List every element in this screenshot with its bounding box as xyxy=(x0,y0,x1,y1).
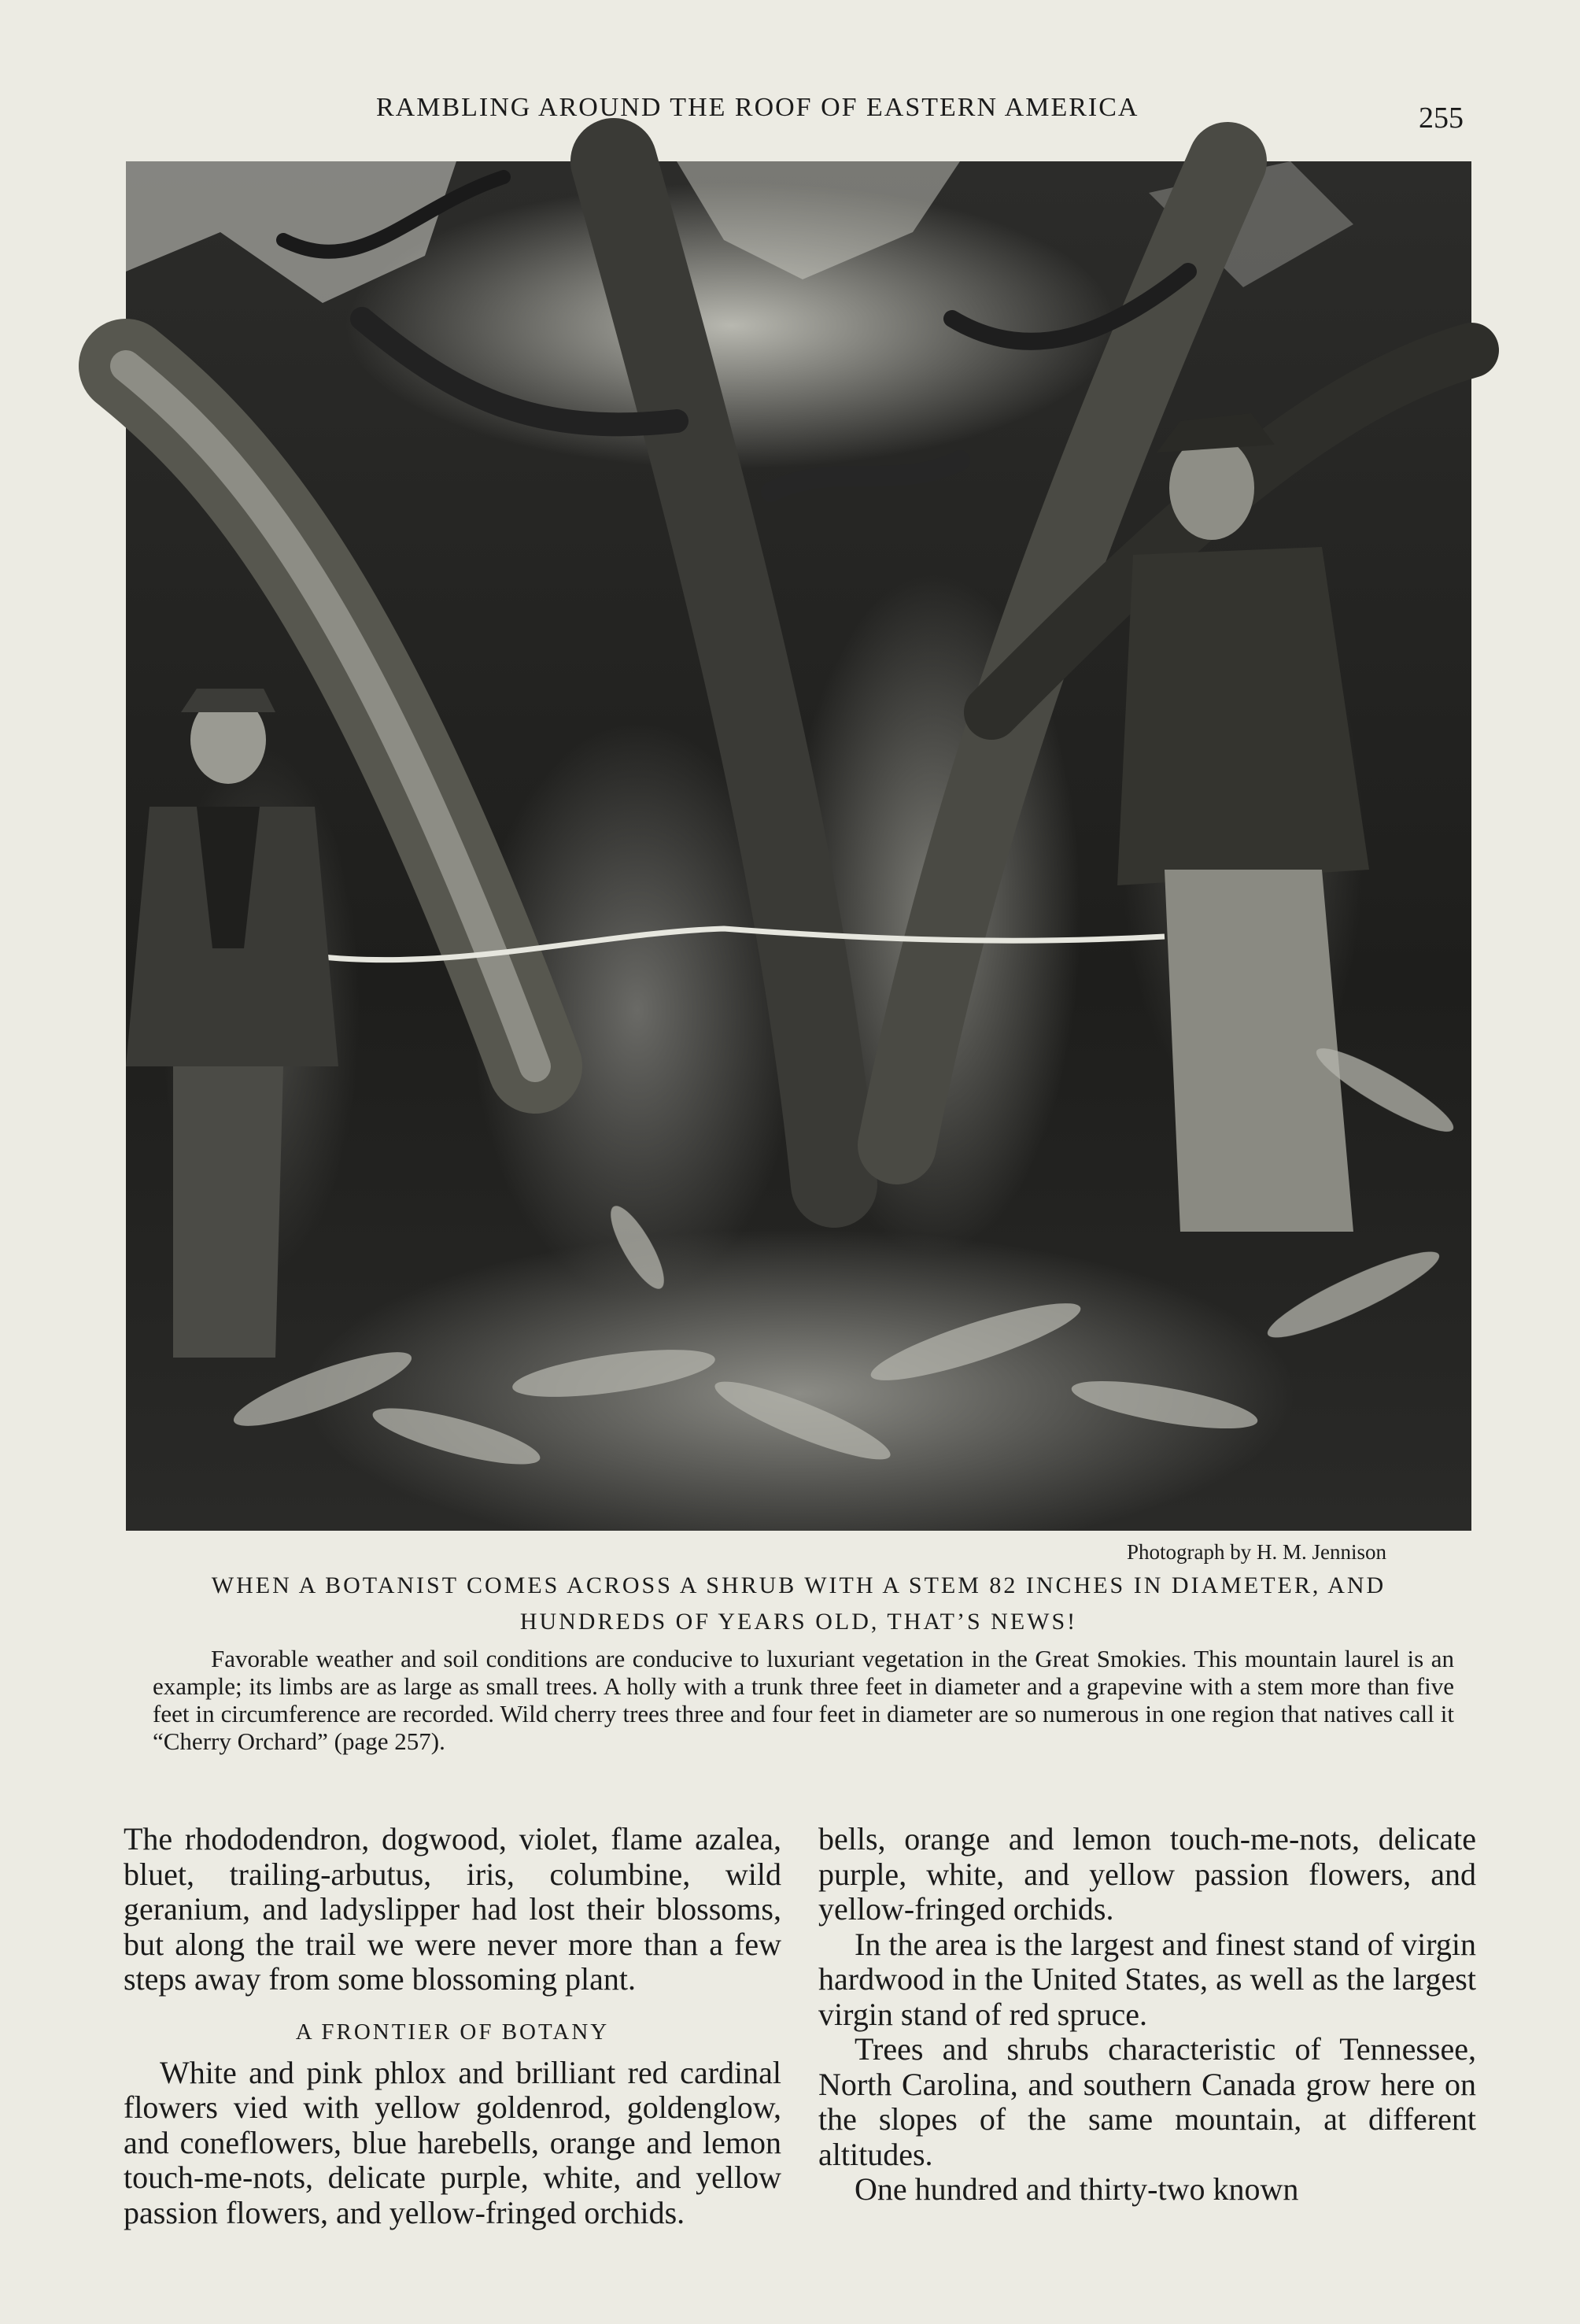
page-number: 255 xyxy=(1419,102,1464,135)
photo-credit: Photograph by H. M. Jennison xyxy=(1127,1540,1386,1564)
left-column xyxy=(124,1821,781,2230)
paragraph-rhododendron: The rhododendron, dogwood, violet, flame azalea, bluet, trailing-arbutus, iris, columbine, wild geranium, and ladyslipper had lost their blossoms, but along the trail we were never more than a few steps away from some blossoming plant. xyxy=(124,1821,781,1997)
right-column xyxy=(818,1822,1476,2208)
paragraph-phlox-continued: bells, orange and lemon touch-me-nots, delicate purple, white, and yellow passion flowers, and yellow-fringed orchids. xyxy=(818,1821,1476,1927)
caption-body: Favorable weather and soil conditions are conducive to luxuriant vegetation in the Great Smokies. This mountain laurel is an example; its limbs are as large as small trees. A holly with a trunk three feet in diameter and a grapevine with a stem more than five feet in circumference are recorded. Wild cherry trees three and four feet in diameter are so numerous in one region that natives call it “Cherry Orchard” (page 257). xyxy=(153,1645,1454,1755)
paragraph-trees-shrubs: Trees and shrubs characteristic of Tennessee, North Carolina, and southern Canada grow here on the slopes of the same mountain, at different altitudes. xyxy=(818,2031,1476,2172)
left-man-figure xyxy=(126,689,338,1358)
botanist-laurel-photograph xyxy=(126,161,1471,1531)
paragraph-phlox: White and pink phlox and brilliant red cardinal flowers vied with yellow goldenrod, goldenglow, and coneflowers, blue harebells, orange and lemon touch-me-nots, delicate purple, white, and yellow passion flowers, and yellow-fringed orchids. xyxy=(124,2054,781,2230)
paragraph-one-hundred: One hundred and thirty-two known xyxy=(855,2171,1299,2207)
photo-illustration xyxy=(126,161,1471,1531)
caption-heading: WHEN A BOTANIST COMES ACROSS A SHRUB WITH A STEM 82 INCHES IN DIAMETER, AND HUNDREDS OF YEARS OLD, THAT’S NEWS! xyxy=(211,1572,1386,1635)
running-head: RAMBLING AROUND THE ROOF OF EASTERN AMERICA xyxy=(376,93,1139,122)
paragraph-virgin-hardwood: In the area is the largest and finest stand of virgin hardwood in the United States, as well as the largest virgin stand of red spruce. xyxy=(818,1926,1476,2032)
section-subhead: A FRONTIER OF BOTANY xyxy=(295,2019,610,2045)
